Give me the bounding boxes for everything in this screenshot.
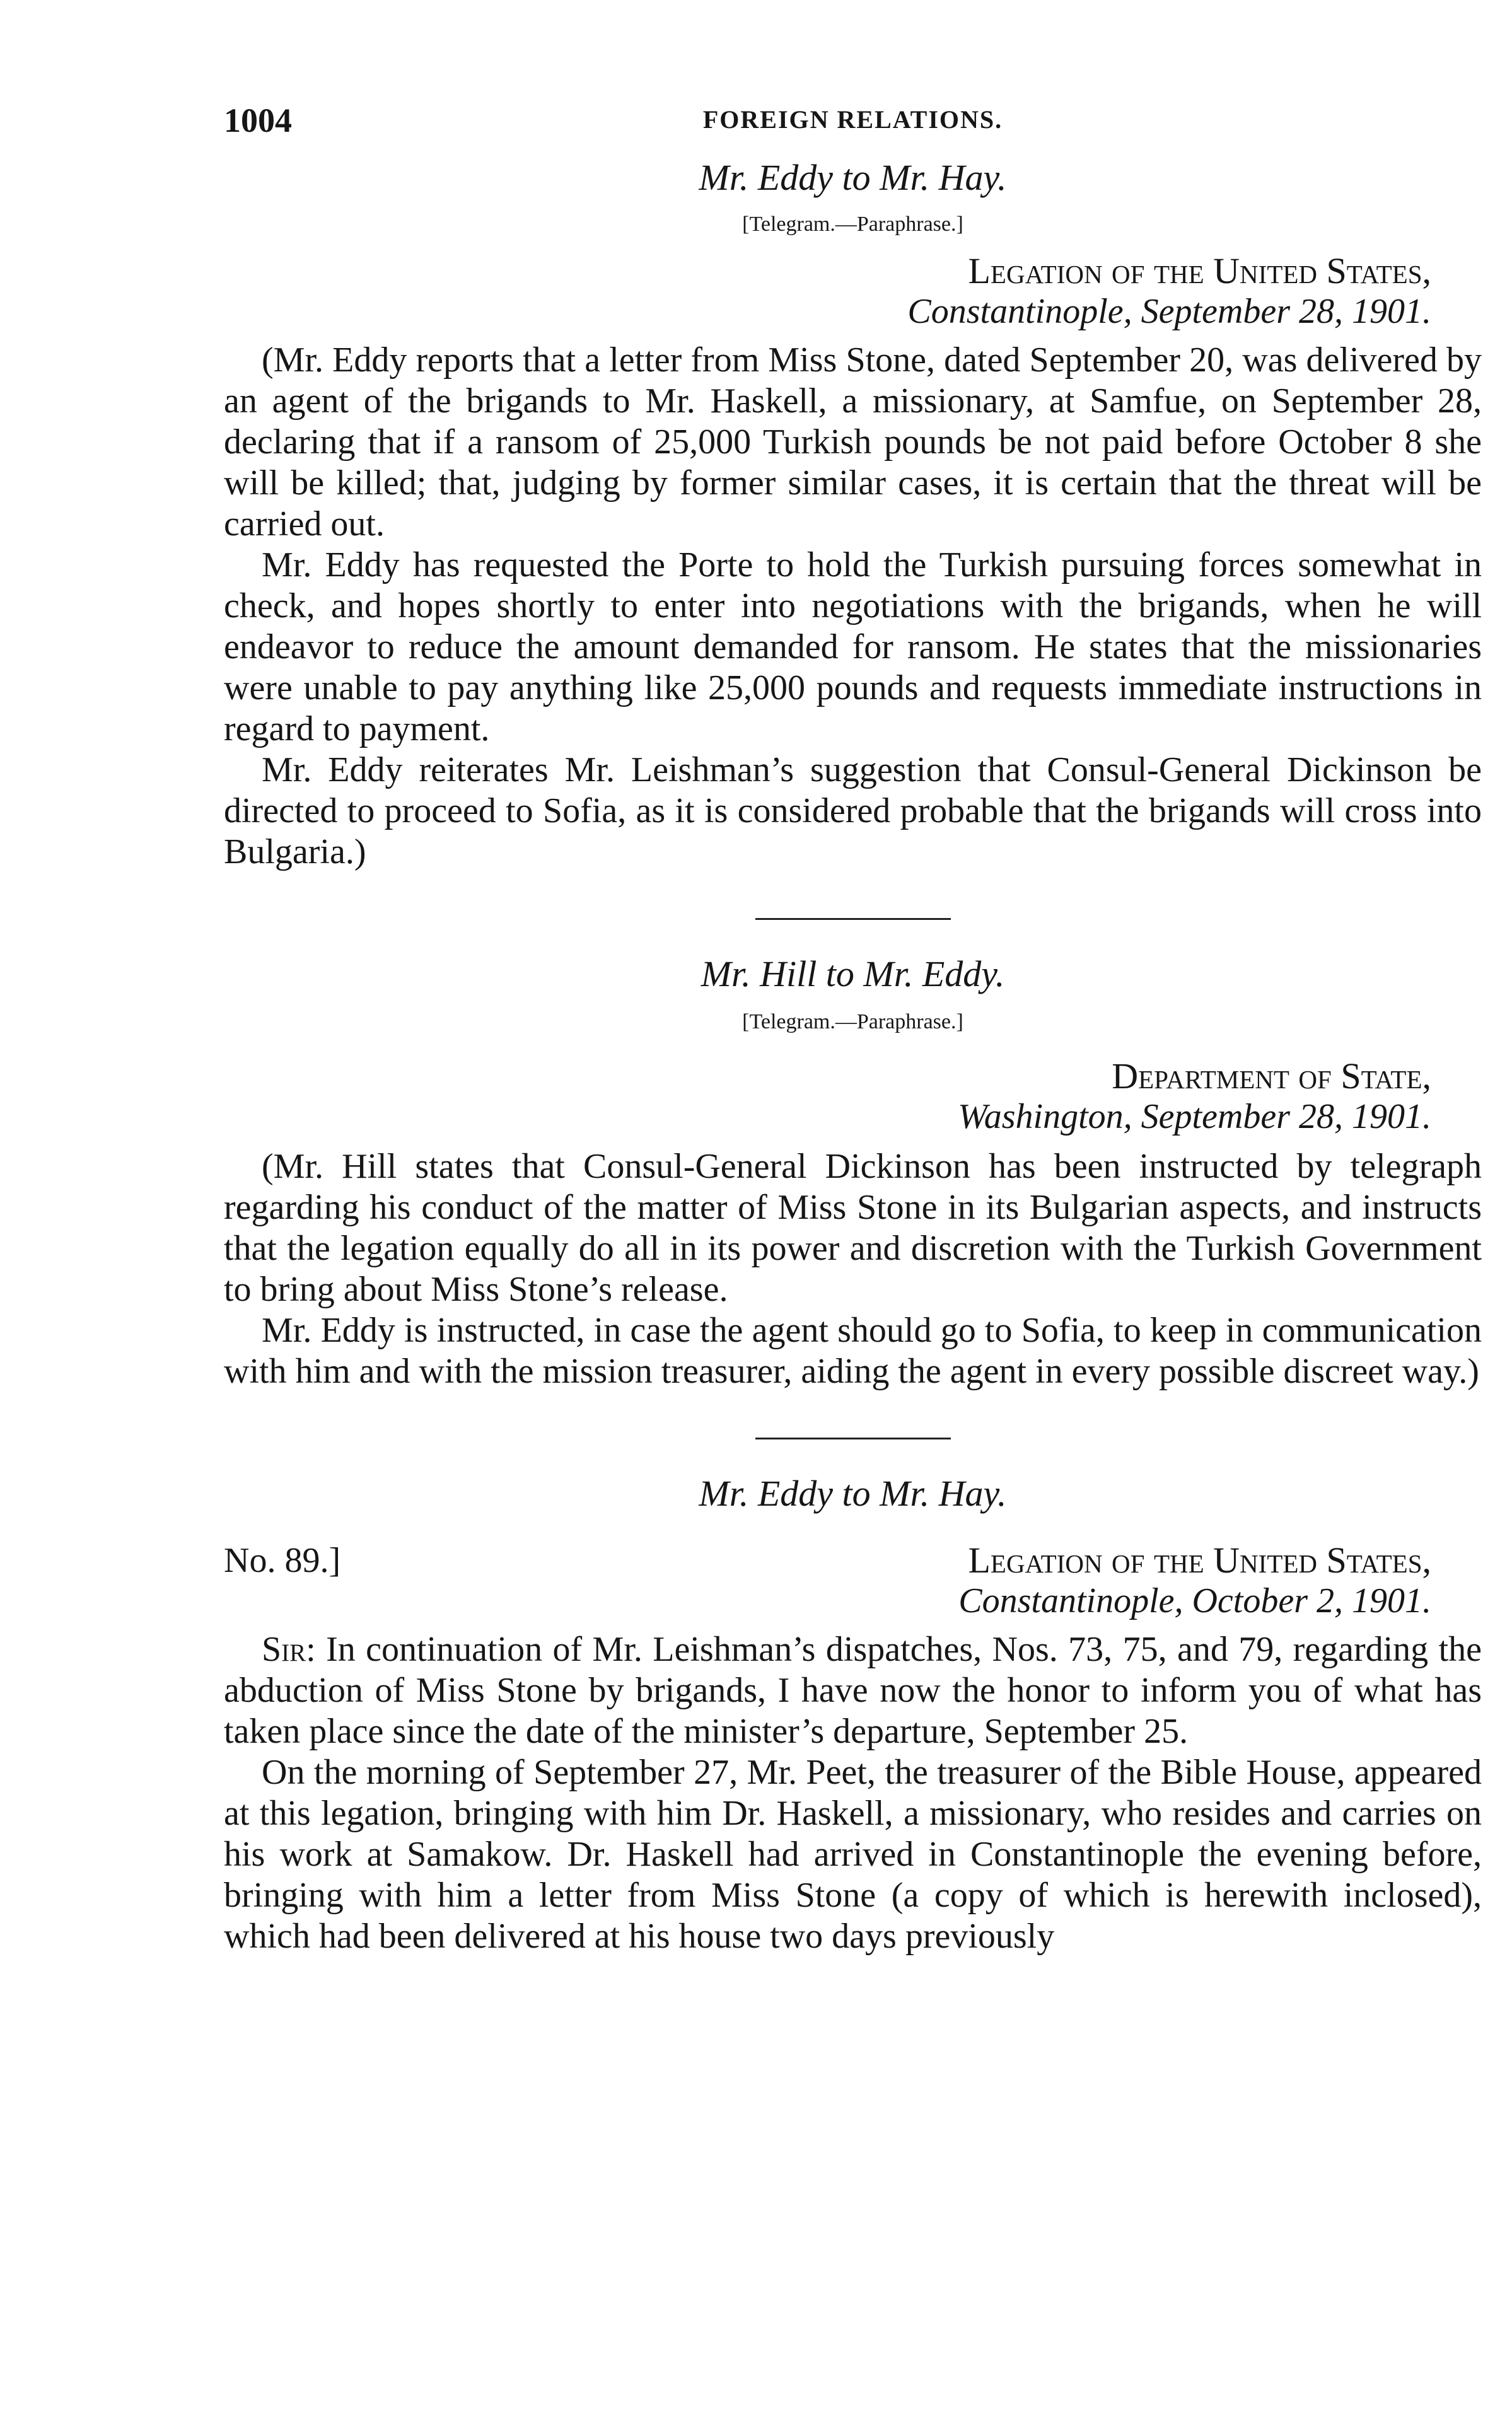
doc1-sender: Legation of the United States, xyxy=(968,250,1431,291)
doc2-paragraph-1: (Mr. Hill states that Consul-General Dickinson has been instructed by telegraph regarding his conduct of the matter of Miss Stone in its Bulgarian aspects, and instructs that the legation equally do all in its power and discretion with the Turkish Government to bring about Miss Stone’s release. xyxy=(224,1147,1482,1309)
page-number: 1004 xyxy=(224,102,292,139)
document-hill-to-eddy-telegram xyxy=(224,953,1482,1392)
doc1-body xyxy=(224,340,1482,873)
doc3-body xyxy=(224,1629,1482,1957)
doc3-salutation: Sir: xyxy=(262,1630,316,1669)
doc3-dispatch-number: No. 89.] xyxy=(224,1541,341,1580)
doc3-paragraph-1 xyxy=(224,1629,1482,1752)
doc3-paragraph-1-text: In continuation of Mr. Leishman’s dispatches, Nos. 73, 75, and 79, regarding the abduction of Miss Stone by brigands, I have now the honor to inform you of what has taken place since the date of the minister’s departure, September 25. xyxy=(224,1630,1482,1751)
running-title: FOREIGN RELATIONS. xyxy=(702,105,1003,134)
doc2-body xyxy=(224,1146,1482,1392)
doc1-paragraph-3: Mr. Eddy reiterates Mr. Leishman’s suggestion that Consul-General Dickinson be directed to proceed to Sofia, as it is considered probable that the brigands will cross into Bulgaria.) xyxy=(224,750,1482,871)
doc1-heading: Mr. Eddy to Mr. Hay. xyxy=(699,157,1007,198)
doc3-paragraph-2: On the morning of September 27, Mr. Peet, the treasurer of the Bible House, appeared at this legation, bringing with him Dr. Haskell, a missionary, who resides and carries on his work at Samakow. Dr. Haskell had arrived in Constantinople the evening before, bringing with him a letter from Miss Stone (a copy of which is herewith inclosed), which had been delivered at his house two days previously xyxy=(224,1753,1482,1956)
doc1-paragraph-2: Mr. Eddy has requested the Porte to hold the Turkish pursuing forces somewhat in check, and hopes shortly to enter into negotiations with the brigands, when he will endeavor to reduce the amount demanded for ransom. He states that the missionaries were unable to pay anything like 25,000 pounds and requests immediate instructions in regard to payment. xyxy=(224,545,1482,748)
doc2-paragraph-2: Mr. Eddy is instructed, in case the agent should go to Sofia, to keep in communication with him and with the mission treasurer, aiding the agent in every possible discreet way.) xyxy=(224,1311,1482,1391)
doc3-dateline: Constantinople, October 2, 1901. xyxy=(958,1581,1431,1620)
doc3-heading: Mr. Eddy to Mr. Hay. xyxy=(699,1473,1007,1514)
doc2-dateline: Washington, September 28, 1901. xyxy=(958,1097,1431,1136)
page xyxy=(224,101,1482,1957)
doc1-dateline: Constantinople, September 28, 1901. xyxy=(907,292,1431,331)
doc3-sender: Legation of the United States, xyxy=(968,1540,1431,1581)
section-divider-1 xyxy=(755,918,951,920)
section-divider-2 xyxy=(755,1438,951,1439)
doc2-sender: Department of State, xyxy=(1112,1055,1431,1096)
document-eddy-to-hay-telegram xyxy=(224,156,1482,873)
doc1-note: [Telegram.—Paraphrase.] xyxy=(742,212,963,236)
doc2-heading: Mr. Hill to Mr. Eddy. xyxy=(701,953,1005,994)
doc2-note: [Telegram.—Paraphrase.] xyxy=(742,1010,963,1033)
document-eddy-to-hay-dispatch xyxy=(224,1472,1482,1957)
running-head xyxy=(224,101,1482,151)
doc1-paragraph-1: (Mr. Eddy reports that a letter from Miss Stone, dated September 20, was delivered by an agent of the brigands to Mr. Haskell, a missionary, at Samfue, on September 28, declaring that if a ransom of 25,000 Turkish pounds be not paid before October 8 she will be killed; that, judging by former similar cases, it is certain that the threat will be carried out. xyxy=(224,340,1482,544)
doc3-sender-row xyxy=(224,1540,1482,1581)
